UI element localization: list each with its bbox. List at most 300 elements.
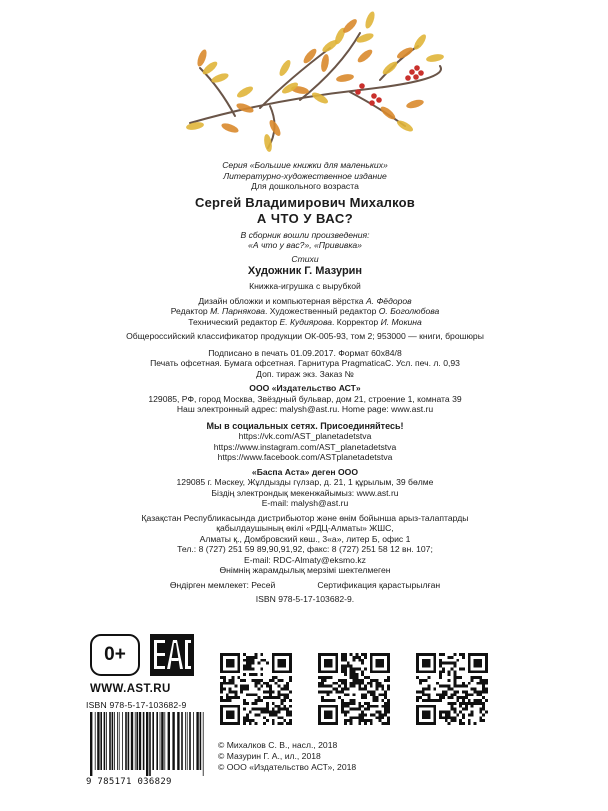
contents-intro: В сборник вошли произведения: <box>240 229 370 240</box>
qr-module <box>422 688 425 691</box>
qr-module <box>381 685 384 688</box>
qr-module <box>234 696 237 699</box>
qr-module <box>272 711 275 714</box>
berry <box>371 93 377 99</box>
social-instagram-link[interactable]: https://www.instagram.com/AST_planetadetstva <box>213 441 397 452</box>
qr-module <box>249 711 252 714</box>
qr-module <box>321 679 324 682</box>
qr-module <box>272 690 275 693</box>
leaf <box>379 104 397 121</box>
qr-module <box>353 659 356 662</box>
qr-module <box>266 702 269 705</box>
qr-module <box>445 713 448 716</box>
qr-module <box>243 673 246 676</box>
qr-module <box>387 711 390 714</box>
qr-module <box>260 708 263 711</box>
qr-module <box>272 696 275 699</box>
qr-module <box>252 693 255 696</box>
qr-module <box>370 705 373 708</box>
qr-module <box>341 659 344 662</box>
qr-module <box>376 688 379 691</box>
qr-module <box>376 711 379 714</box>
copyright-line: © Михалков С. В., насл., 2018 <box>218 740 338 750</box>
qr-module <box>451 702 454 705</box>
qr-module <box>416 696 419 699</box>
berry <box>405 75 411 81</box>
qr-module <box>439 676 442 679</box>
qr-module <box>243 702 246 705</box>
qr-module <box>275 711 278 714</box>
tech-credit: Технический редактор Е. Кудиярова. Корректор И. Мокина <box>188 316 422 327</box>
qr-module <box>318 685 321 688</box>
qr-module <box>260 659 263 662</box>
qr-module <box>269 711 272 714</box>
qr-module <box>462 685 465 688</box>
leaf <box>235 84 254 99</box>
qr-module <box>341 665 344 668</box>
social-facebook-link[interactable]: https://www.facebook.com/ASTplanetadetstva <box>217 452 393 462</box>
leaf <box>364 10 377 29</box>
qr-module <box>451 716 454 719</box>
qr-module <box>361 711 364 714</box>
qr-module <box>246 702 249 705</box>
age-group-line: Для дошкольного возраста <box>251 181 359 191</box>
qr-module <box>252 659 255 662</box>
qr-module <box>376 716 379 719</box>
qr-module <box>350 719 353 722</box>
qr-module <box>350 665 353 668</box>
qr-module <box>358 722 361 725</box>
copyright-line: © ООО «Издательство АСТ», 2018 <box>218 762 357 772</box>
qr-module <box>387 699 390 702</box>
qr-module <box>275 676 278 679</box>
qr-module <box>324 699 327 702</box>
qr-module <box>249 719 252 722</box>
qr-module <box>364 702 367 705</box>
qr-module <box>479 676 482 679</box>
qr-module <box>456 690 459 693</box>
design-credit: Дизайн обложки и компьютерная вёрстка А. Фёдоров <box>198 295 412 306</box>
qr-module <box>255 713 258 716</box>
qr-module <box>358 656 361 659</box>
qr-module <box>341 690 344 693</box>
qr-module <box>327 685 330 688</box>
qr-module <box>275 705 278 708</box>
qr-module <box>439 659 442 662</box>
qr-module <box>257 679 260 682</box>
kz-distributor-line-3: Алматы қ., Домбровский көш., 3«а», литер Б, офис 1 <box>199 533 411 544</box>
qr-module <box>341 705 344 708</box>
kz-address-line: 129085 г. Мәскеу, Жұлдызды гүлзар, д. 21, 1 құрылым, 39 бөлме <box>176 477 434 487</box>
qr-module <box>428 688 431 691</box>
qr-module <box>384 722 387 725</box>
barcode-bar <box>187 712 188 770</box>
qr-module <box>474 690 477 693</box>
qr-module <box>355 708 358 711</box>
qr-module <box>358 708 361 711</box>
qr-module <box>474 676 477 679</box>
qr-module <box>344 659 347 662</box>
barcode-bar <box>177 712 179 770</box>
qr-module <box>465 690 468 693</box>
qr-module <box>335 688 338 691</box>
social-heading: Мы в социальных сетях. Присоединяйтесь! <box>206 420 404 431</box>
qr-module <box>252 702 255 705</box>
qr-module <box>482 719 485 722</box>
qr-module <box>220 696 223 699</box>
qr-module <box>367 702 370 705</box>
qr-module <box>272 679 275 682</box>
qr-module <box>229 690 232 693</box>
social-vk-link[interactable]: https://vk.com/AST_planetadetstva <box>238 431 372 441</box>
qr-finder <box>422 711 431 720</box>
barcode-bar <box>139 712 141 770</box>
qr-module <box>482 690 485 693</box>
qr-module <box>246 656 249 659</box>
qr-module <box>266 719 269 722</box>
qr-module <box>453 711 456 714</box>
qr-module <box>361 662 364 665</box>
qr-module <box>453 690 456 693</box>
qr-module <box>370 713 373 716</box>
qr-module <box>249 662 252 665</box>
qr-module <box>462 656 465 659</box>
qr-module <box>482 713 485 716</box>
qr-module <box>283 693 286 696</box>
leaf <box>277 58 292 77</box>
barcode-bar <box>203 712 204 776</box>
qr-module <box>485 699 488 702</box>
qr-module <box>384 711 387 714</box>
qr-module <box>344 713 347 716</box>
qr-module <box>266 696 269 699</box>
qr-module <box>318 682 321 685</box>
qr-module <box>246 662 249 665</box>
qr-module <box>289 722 292 725</box>
qr-module <box>347 711 350 714</box>
qr-module <box>344 673 347 676</box>
qr-module <box>246 665 249 668</box>
qr-module <box>364 719 367 722</box>
run-line: Доп. тираж экз. Заказ № <box>256 368 354 379</box>
back-cover-marks <box>0 620 608 811</box>
qr-module <box>476 682 479 685</box>
qr-module <box>263 708 266 711</box>
qr-module <box>283 699 286 702</box>
qr-code-1[interactable] <box>220 653 292 725</box>
qr-module <box>263 659 266 662</box>
qr-module <box>361 705 364 708</box>
qr-module <box>361 653 364 656</box>
qr-module <box>370 682 373 685</box>
qr-module <box>280 693 283 696</box>
qr-module <box>456 659 459 662</box>
qr-module <box>476 676 479 679</box>
qr-module <box>361 696 364 699</box>
qr-code-3[interactable] <box>416 653 488 725</box>
qr-module <box>479 699 482 702</box>
qr-module <box>252 708 255 711</box>
qr-module <box>344 705 347 708</box>
qr-module <box>387 688 390 691</box>
kz-distributor-line-1: Қазақстан Республикасында дистрибьютор және өнім бойынша арыз-талаптарды <box>141 512 469 523</box>
qr-module <box>249 659 252 662</box>
qr-module <box>364 693 367 696</box>
qr-module <box>358 716 361 719</box>
qr-module <box>428 699 431 702</box>
author-name: Сергей Владимирович Михалков <box>195 194 415 210</box>
qr-module <box>416 676 419 679</box>
qr-module <box>278 711 281 714</box>
qr-module <box>286 696 289 699</box>
qr-module <box>468 722 471 725</box>
qr-module <box>350 667 353 670</box>
qr-module <box>370 679 373 682</box>
qr-module <box>243 688 246 691</box>
address-line: 129085, РФ, город Москва, Звёздный бульвар, дом 21, строение 1, комната 39 <box>148 393 462 404</box>
print-line: Печать офсетная. Бумага офсетная. Гарнитура PragmaticaC. Усл. печ. л. 0,93 <box>150 358 460 368</box>
berry <box>413 74 419 80</box>
qr-module <box>376 696 379 699</box>
qr-module <box>479 711 482 714</box>
qr-module <box>344 693 347 696</box>
qr-module <box>223 699 226 702</box>
qr-module <box>453 716 456 719</box>
qr-module <box>341 679 344 682</box>
qr-module <box>269 679 272 682</box>
qr-module <box>482 679 485 682</box>
qr-module <box>257 699 260 702</box>
qr-module <box>451 705 454 708</box>
qr-module <box>355 682 358 685</box>
qr-module <box>353 676 356 679</box>
qr-module <box>332 682 335 685</box>
kz-phone-line: Тел.: 8 (727) 251 59 89,90,91,92, факс: 8 (727) 251 58 12 вн. 107; <box>177 544 433 554</box>
qr-module <box>220 676 223 679</box>
qr-module <box>433 688 436 691</box>
qr-module <box>350 673 353 676</box>
qr-module <box>387 685 390 688</box>
leaf <box>395 45 414 60</box>
qr-module <box>422 679 425 682</box>
qr-module <box>257 688 260 691</box>
berry <box>359 83 365 89</box>
qr-module <box>459 696 462 699</box>
leaf <box>235 102 254 115</box>
qr-module <box>260 673 263 676</box>
qr-module <box>482 708 485 711</box>
barcode-bar <box>143 712 145 770</box>
kz-shelf-life: Өнімнің жарамдылық мерзімі шектелмеген <box>219 565 391 575</box>
qr-module <box>416 699 419 702</box>
qr-module <box>327 693 330 696</box>
qr-module <box>387 719 390 722</box>
qr-module <box>335 690 338 693</box>
qr-module <box>255 656 258 659</box>
qr-module <box>289 679 292 682</box>
qr-code-2[interactable] <box>318 653 390 725</box>
qr-module <box>341 670 344 673</box>
qr-module <box>384 702 387 705</box>
qr-module <box>232 679 235 682</box>
qr-module <box>445 662 448 665</box>
qr-module <box>364 722 367 725</box>
qr-module <box>381 705 384 708</box>
qr-finder <box>226 711 235 720</box>
qr-module <box>445 685 448 688</box>
qr-module <box>353 699 356 702</box>
qr-module <box>439 653 442 656</box>
qr-module <box>439 685 442 688</box>
qr-module <box>229 688 232 691</box>
qr-module <box>482 685 485 688</box>
qr-module <box>462 696 465 699</box>
qr-module <box>278 679 281 682</box>
qr-module <box>232 690 235 693</box>
qr-module <box>419 679 422 682</box>
qr-module <box>269 685 272 688</box>
leaf <box>186 121 205 131</box>
qr-module <box>448 696 451 699</box>
series-line: Серия «Большие книжки для маленьких» <box>222 160 388 170</box>
qr-module <box>355 676 358 679</box>
qr-module <box>286 693 289 696</box>
kz-publisher-line: «Баспа Аста» деген ООО <box>251 466 359 477</box>
copyright-line: © Мазурин Г. А., ил., 2018 <box>218 751 321 761</box>
qr-module <box>453 719 456 722</box>
qr-module <box>448 656 451 659</box>
qr-module <box>255 653 258 656</box>
qr-module <box>289 676 292 679</box>
qr-module <box>263 711 266 714</box>
qr-module <box>439 693 442 696</box>
qr-module <box>456 699 459 702</box>
qr-module <box>243 708 246 711</box>
qr-module <box>229 682 232 685</box>
qr-module <box>479 693 482 696</box>
berry <box>409 69 415 75</box>
qr-module <box>226 693 229 696</box>
qr-module <box>226 696 229 699</box>
barcode-bar <box>104 712 106 770</box>
qr-module <box>373 705 376 708</box>
qr-module <box>468 682 471 685</box>
qr-module <box>376 699 379 702</box>
qr-module <box>358 682 361 685</box>
qr-module <box>479 679 482 682</box>
qr-module <box>451 719 454 722</box>
qr-module <box>223 682 226 685</box>
barcode-bar <box>196 712 198 770</box>
qr-module <box>376 685 379 688</box>
qr-module <box>353 679 356 682</box>
qr-module <box>223 679 226 682</box>
qr-module <box>220 690 223 693</box>
berry <box>414 65 420 71</box>
qr-module <box>353 685 356 688</box>
qr-module <box>445 693 448 696</box>
qr-module <box>361 682 364 685</box>
qr-module <box>471 688 474 691</box>
qr-module <box>347 705 350 708</box>
qr-module <box>347 719 350 722</box>
leaf <box>412 33 428 52</box>
qr-module <box>243 722 246 725</box>
qr-module <box>220 688 223 691</box>
qr-module <box>476 690 479 693</box>
qr-module <box>361 716 364 719</box>
qr-module <box>249 667 252 670</box>
qr-module <box>468 713 471 716</box>
qr-module <box>462 702 465 705</box>
qr-module <box>232 696 235 699</box>
qr-module <box>442 653 445 656</box>
qr-module <box>266 705 269 708</box>
qr-module <box>422 690 425 693</box>
qr-finder <box>422 659 431 668</box>
qr-module <box>289 711 292 714</box>
qr-module <box>373 679 376 682</box>
qr-module <box>269 713 272 716</box>
qr-module <box>240 690 243 693</box>
qr-module <box>439 662 442 665</box>
qr-module <box>344 667 347 670</box>
qr-module <box>471 713 474 716</box>
qr-module <box>442 696 445 699</box>
qr-module <box>278 693 281 696</box>
barcode-bar <box>181 712 183 770</box>
barcode-bar <box>100 712 102 770</box>
qr-module <box>272 722 275 725</box>
qr-module <box>223 688 226 691</box>
qr-module <box>286 722 289 725</box>
qr-module <box>439 665 442 668</box>
qr-module <box>341 711 344 714</box>
qr-module <box>451 662 454 665</box>
qr-module <box>266 685 269 688</box>
qr-module <box>347 665 350 668</box>
qr-module <box>358 713 361 716</box>
qr-module <box>347 702 350 705</box>
qr-module <box>445 719 448 722</box>
qr-module <box>350 699 353 702</box>
qr-module <box>468 719 471 722</box>
publisher-line: ООО «Издательство АСТ» <box>249 383 361 393</box>
qr-module <box>289 713 292 716</box>
qr-module <box>439 713 442 716</box>
qr-module <box>358 659 361 662</box>
qr-module <box>361 673 364 676</box>
qr-module <box>358 705 361 708</box>
leaf <box>220 122 239 135</box>
qr-module <box>373 713 376 716</box>
qr-module <box>442 690 445 693</box>
qr-module <box>453 653 456 656</box>
barcode-bar <box>117 712 118 770</box>
qr-module <box>462 682 465 685</box>
qr-module <box>255 682 258 685</box>
imprint-block <box>60 160 550 605</box>
qr-module <box>358 702 361 705</box>
qr-module <box>358 667 361 670</box>
qr-finder <box>226 659 235 668</box>
qr-module <box>321 682 324 685</box>
qr-module <box>485 682 488 685</box>
qr-module <box>448 711 451 714</box>
qr-module <box>234 693 237 696</box>
qr-module <box>286 711 289 714</box>
qr-module <box>465 696 468 699</box>
